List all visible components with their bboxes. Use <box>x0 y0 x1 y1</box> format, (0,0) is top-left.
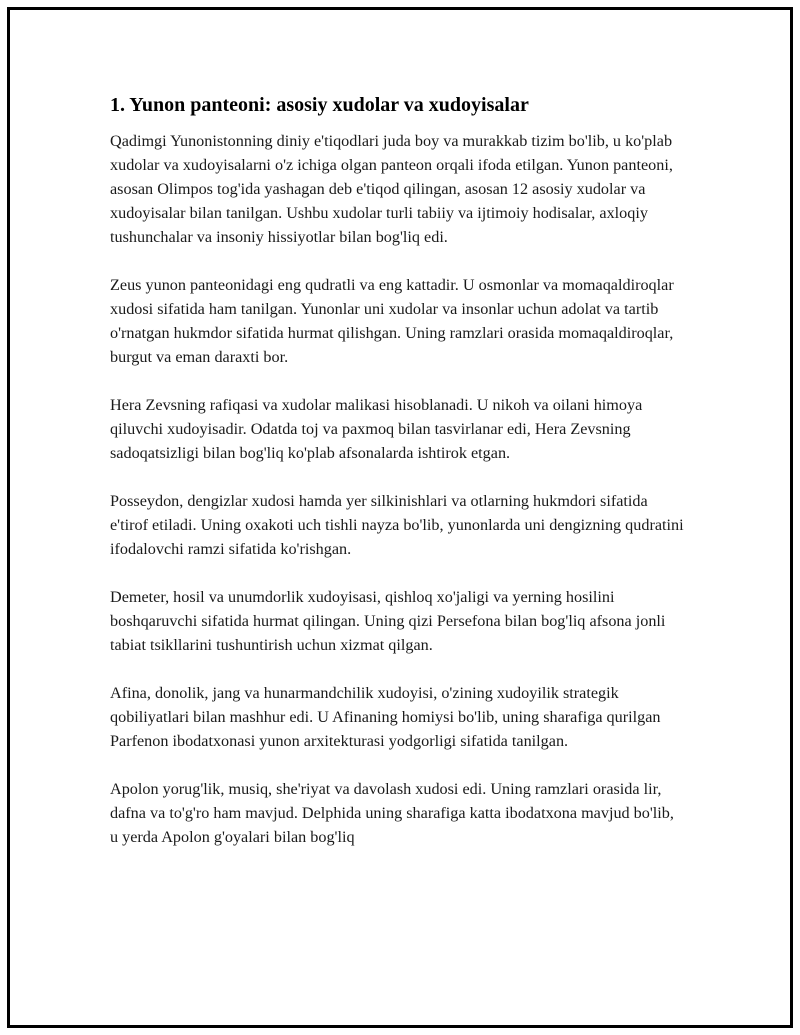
paragraph-athena: Afina, donolik, jang va hunarmandchilik xudoyisi, o'zining xudoyilik strategik qobiliyatlari bilan mashhur edi. U Afinaning homiysi bo'lib, uning sharafiga qurilgan Parfenon ibodatxonasi yunon arxitekturasi yodgorligi sifatida tanilgan. <box>110 684 661 750</box>
paragraph-intro: Qadimgi Yunonistonning diniy e'tiqodlari juda boy va murakkab tizim bo'lib, u ko'plab xudolar va xudoyisalarni o'z ichiga olgan panteon orqali ifoda etilgan. Yunon panteoni, asosan Olimpos tog'ida yashagan deb e'tiqod qilingan, asosan 12 asosiy xudolar va xudoyisalar bilan tanilgan. Ushbu xudolar turli tabiiy va ijtimoiy hodisalar, axloqiy tushunchalar va insoniy hissiyotlar bilan bog'liq edi. <box>110 132 673 246</box>
paragraph-zeus: Zeus yunon panteonidagi eng qudratli va eng kattadir. U osmonlar va momaqaldiroqlar xudosi sifatida ham tanilgan. Yunonlar uni xudolar va insonlar uchun adolat va tartib o'rnatgan hukmdor sifatida hurmat qilishgan. Uning ramzlari orasida momaqaldiroqlar, burgut va eman daraxti bor. <box>110 276 674 366</box>
paragraph-poseidon: Posseydon, dengizlar xudosi hamda yer silkinishlari va otlarning hukmdori sifatida e'tirof etiladi. Uning oxakoti uch tishli nayza bo'lib, yunonlarda uni dengizning qudratini ifodalovchi ramzi sifatida ko'rishgan. <box>110 492 684 558</box>
paragraph-apollo: Apolon yorug'lik, musiq, she'riyat va davolash xudosi edi. Uning ramzlari orasida lir, dafna va to'g'ro ham mavjud. Delphida uning sharafiga katta ibodatxona mavjud bo'lib, u yerda Apolon g'oyalari bilan bog'liq <box>110 780 674 846</box>
document-content <box>110 92 685 873</box>
paragraph-demeter: Demeter, hosil va unumdorlik xudoyisasi, qishloq xo'jaligi va yerning hosilini boshqaruvchi sifatida hurmat qilingan. Uning qizi Persefona bilan bog'liq afsona jonli tabiat tsikllarini tushuntirish uchun xizmat qilgan. <box>110 588 666 654</box>
paragraph-hera: Hera Zevsning rafiqasi va xudolar malikasi hisoblanadi. U nikoh va oilani himoya qiluvchi xudoyisadir. Odatda toj va paxmoq bilan tasvirlanar edi, Hera Zevsning sadoqatsizligi bilan bog'liq ko'plab afsonalarda ishtirok etgan. <box>110 396 643 462</box>
section-heading: 1. Yunon panteoni: asosiy xudolar va xudoyisalar <box>110 94 529 116</box>
